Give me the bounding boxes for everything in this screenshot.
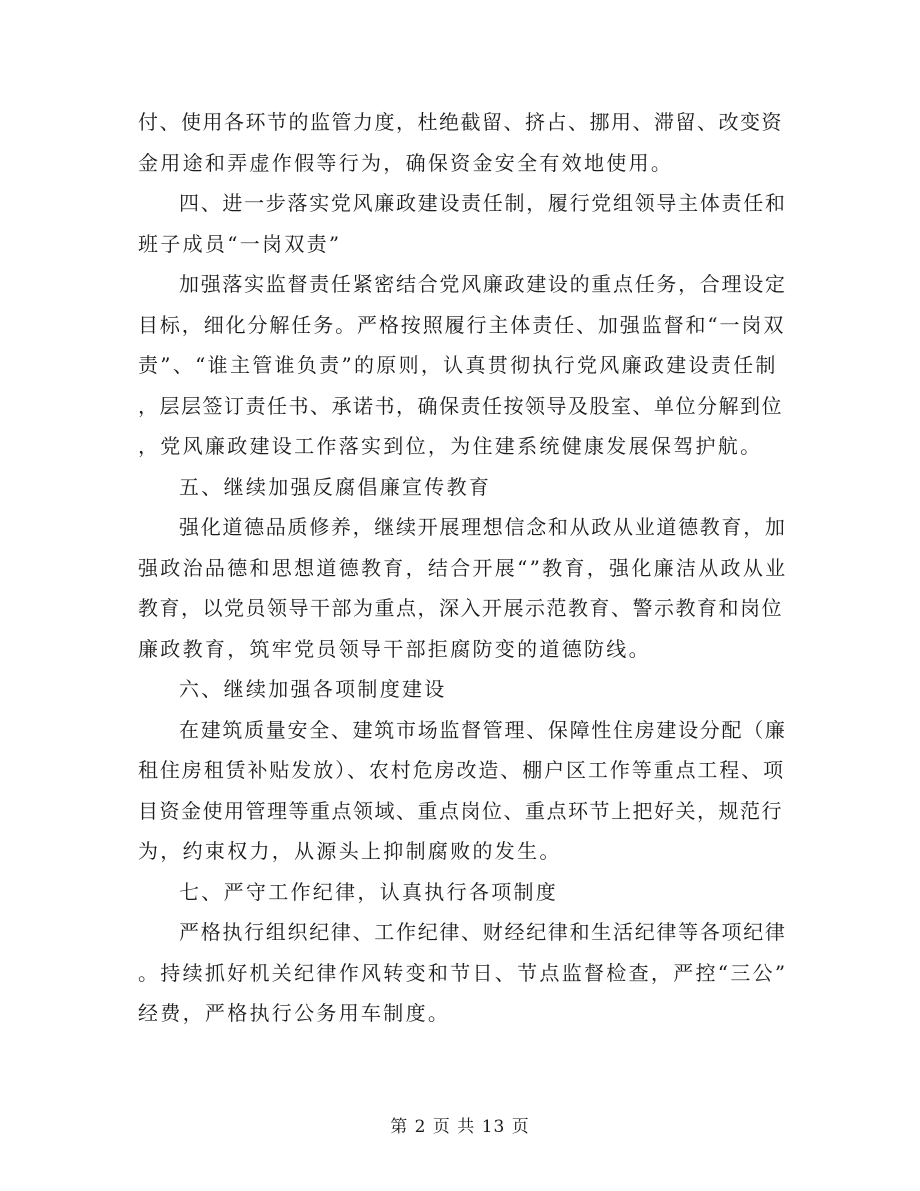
text-line: 金用途和弄虚作假等行为，确保资金安全有效地使用。: [138, 150, 674, 175]
text-line: 在建筑质量安全、建筑市场监督管理、保障性住房建设分配（廉: [179, 717, 787, 742]
footer-suffix: 页: [511, 1117, 530, 1137]
text-line: 四、进一步落实党风廉政建设责任制，履行党组领导主体责任和: [179, 191, 787, 215]
text-line: 目标，细化分解任务。严格按照履行主体责任、加强监督和“一岗双: [138, 312, 786, 337]
text-line: ，党风廉政建设工作落实到位，为住建系统健康发展保驾护航。: [138, 434, 763, 458]
text-line: 五、继续加强反腐倡廉宣传教育: [179, 474, 492, 499]
text-line: 付、使用各环节的监管力度，杜绝截留、挤占、挪用、滞留、改变资: [138, 110, 783, 134]
text-line: 廉政教育，筑牢党员领导干部拒腐防变的道德防线。: [138, 636, 651, 661]
text-line: 严格执行组织纪律、工作纪律、财经纪律和生活纪律等各项纪律: [179, 920, 787, 944]
text-line: 强政治品德和思想道德教育，结合开展“”教育，强化廉洁从政从业: [138, 555, 788, 580]
footer-prefix: 第: [390, 1117, 409, 1137]
page-footer: [0, 1112, 920, 1137]
text-line: 教育，以党员领导干部为重点，深入开展示范教育、警示教育和岗位: [138, 596, 783, 620]
text-line: 责”、“谁主管谁负责”的原则，认真贯彻执行党风廉政建设责任制: [138, 353, 778, 377]
text-line: 班子成员“一岗双责”: [138, 231, 342, 256]
text-line: ，层层签订责任书、承诺书，确保责任按领导及股室、单位分解到位: [138, 393, 783, 418]
footer-middle: 页 共: [432, 1117, 476, 1137]
text-line: 为，约束权力，从源头上抑制腐败的发生。: [138, 839, 562, 863]
text-line: 七、严守工作纪律，认真执行各项制度: [179, 879, 559, 904]
text-line: 。持续抓好机关纪律作风转变和节日、节点监督检查，严控“三公”: [138, 960, 788, 985]
text-line: 加强落实监督责任紧密结合党风廉政建设的重点任务，合理设定: [179, 272, 787, 296]
text-line: 经费，严格执行公务用车制度。: [138, 1001, 451, 1025]
footer-total-pages: 13: [481, 1117, 506, 1137]
text-line: 目资金使用管理等重点领域、重点岗位、重点环节上把好关，规范行: [138, 798, 783, 823]
text-line: 强化道德品质修养，继续开展理想信念和从政从业道德教育，加: [179, 515, 787, 539]
footer-page-number: 2: [414, 1117, 427, 1137]
document-body: [138, 102, 788, 1034]
text-line: 六、继续加强各项制度建设: [179, 677, 447, 701]
text-line: 租住房租赁补贴发放）、农村危房改造、棚户区工作等重点工程、项: [138, 758, 785, 782]
